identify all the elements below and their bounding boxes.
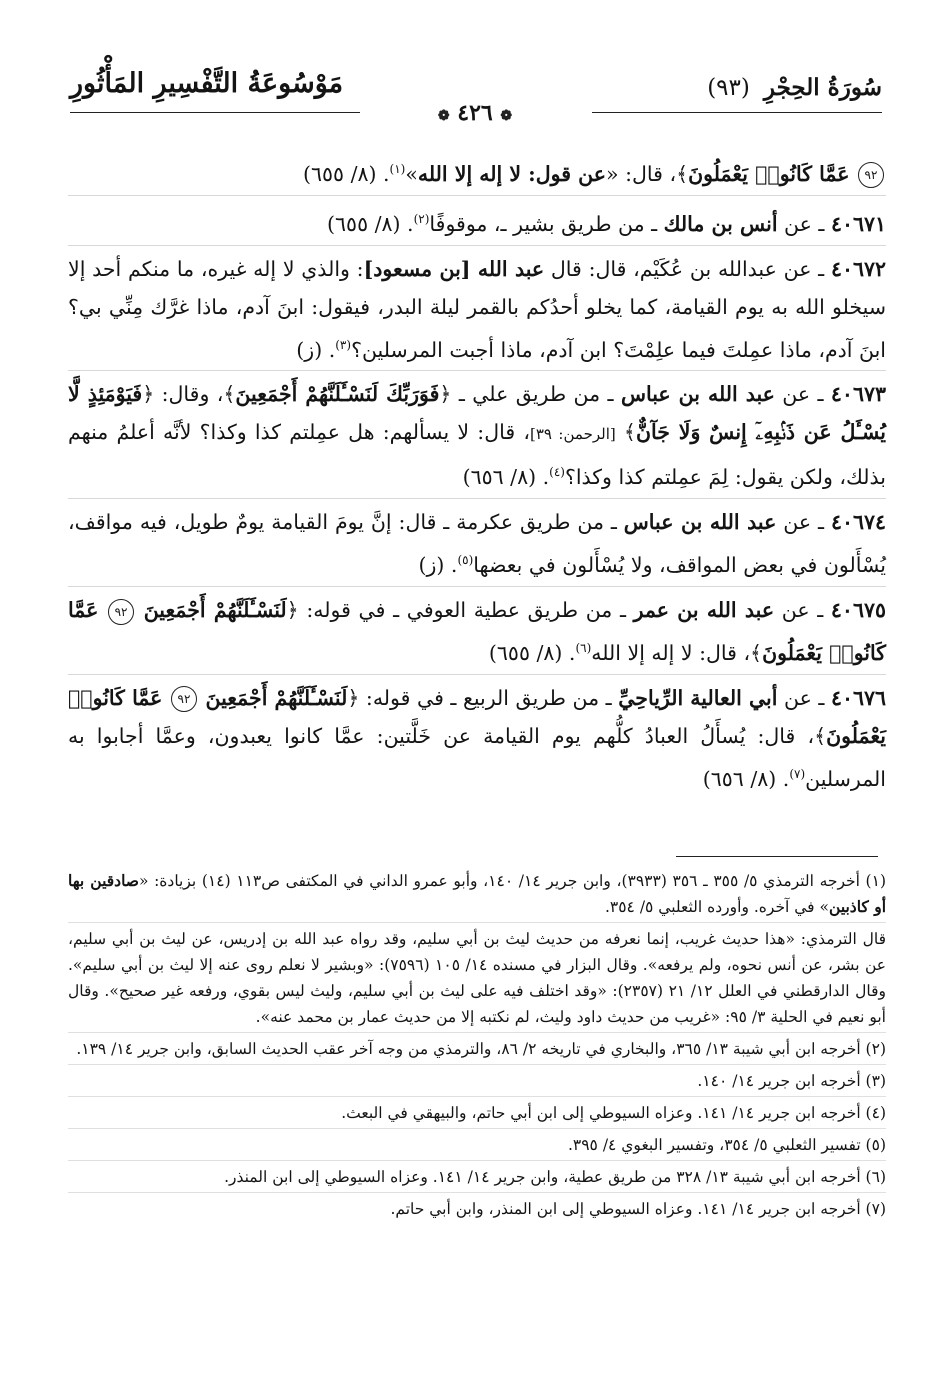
surah-number: (٩٣) <box>707 75 750 101</box>
volume-ref: . (٨/ ٦٥٦) <box>702 766 790 791</box>
footnote-2: (٢) أخرجه ابن أبي شيبة ١٣/ ٣٦٥، والبخاري في تاريخه ٢/ ٨٦، والترمذي من وجه آخر عقب الحديث السابق، وابن جرير ١٤/ ١٣٩. <box>68 1036 886 1065</box>
entry-text: » <box>405 161 418 186</box>
footnotes <box>68 868 886 1227</box>
footnote-marker[interactable]: (٤) <box>549 465 565 480</box>
footnote-separator <box>676 856 878 857</box>
page-number-text: ٤٢٦ <box>457 100 493 126</box>
ornament-icon: ❁ <box>437 108 450 124</box>
narrator-name: أبي العالية الرِّياحِيِّ <box>618 685 778 710</box>
entry-text: ـ من طريق علي ـ ﴿ <box>439 382 621 407</box>
footnote-marker[interactable]: (١) <box>389 162 406 176</box>
entry-number: ٤٠٦٧٤ <box>830 510 886 535</box>
page-header <box>70 68 882 126</box>
entry-text: : والذي لا إله غيره، ما منكم أحد إلا سيخلو الله به يوم القيامة، كما يخلو أحدُكم بالقمر ليلة البدر، فيقول: ابنَ آدم، ماذا غرَّك مِنِّي بي؟ ابنَ آدم، ماذا عمِلتَ فيما علِمْتَ؟ ابن آدم، ماذا أجبت المرسلين؟ <box>68 256 886 362</box>
surah-title: سُورَةُ الحِجْرِ <box>763 74 882 101</box>
footnote-7: (٧) أخرجه ابن جرير ١٤/ ١٤١. وعزاه السيوطي إلى ابن المنذر، وابن أبي حاتم. <box>390 1200 886 1218</box>
entry-text: ، قال: لا يسألهم: هل عمِلتم كذا وكذا؟ لأنَّه أعلمُ منهم بذلك، ولكن يقول: لِمَ عمِلتم كذا وكذا؟ <box>68 420 886 490</box>
footnote-3: (٣) أخرجه ابن جرير ١٤/ ١٤٠. <box>68 1068 886 1097</box>
footnote-marker[interactable]: (٢) <box>413 211 430 226</box>
quran-quote: لَنَسْـَٔلَنَّهُمْ أَجْمَعِينَ <box>205 685 348 710</box>
footnote-marker[interactable]: (٥) <box>457 553 474 568</box>
verse-number-icon: ٩٢ <box>108 599 134 625</box>
footnote-6: (٦) أخرجه ابن أبي شيبة ١٣/ ٣٢٨ من طريق عطية، وابن جرير ١٤/ ١٤١. وعزاه السيوطي إلى ابن المنذر. <box>68 1164 886 1193</box>
entry-text: ـ من طريق عكرمة ـ قال: إنَّ يومَ القيامة يومٌ طويل، فيه مواقف، يُسْأَلون في بعض المواقف، ولا يُسْأَلون في بعضها <box>68 510 886 578</box>
entry-text: ﴾ <box>615 420 636 445</box>
main-text <box>68 150 886 804</box>
narrator-name: عبد الله بن عمر <box>633 598 775 623</box>
volume-ref: . (ز) <box>296 337 336 362</box>
page-number <box>400 100 550 126</box>
footnote-4: (٤) أخرجه ابن جرير ١٤/ ١٤١. وعزاه السيوطي إلى ابن أبي حاتم، والبيهقي في البعث. <box>68 1100 886 1129</box>
entry-40671: ٤٠٦٧١ ـ عن أنس بن مالك ـ من طريق بشير ـ، موقوفًا$^{(٢)}$. (٨/ ٦٥٥) <box>68 200 886 246</box>
entry-text: ﴾، قال: لا إله إلا الله <box>591 640 763 665</box>
volume-ref: . (٨/ ٦٥٦) <box>462 465 550 490</box>
footnote-text: (١) أخرجه الترمذي ٥/ ٣٥٥ ـ ٣٥٦ (٣٩٣٣)، وابن جرير ١٤/ ١٤٠، وأبو عمرو الداني في المكتفى ص١١٣ (١٤) بزيادة: « <box>138 872 886 890</box>
quote-bracket-icon: ﴾ <box>676 161 689 186</box>
footnote-1 <box>68 868 886 923</box>
footnote-1-commentary: قال الترمذي: «هذا حديث غريب، إنما نعرفه من حديث ليث بن أبي سليم، وقد رواه عبد الله بن إدريس، عن ليث بن أبي سليم، عن بشر، عن أنس نحوه، ولم يرفعه». وقال البزار في مسنده ١٤/ ١٠٥ (٧٥٩٦): «وبشير لا نعلم روى عنه إلا ليث بن أبي سليم». وقال الدارقطني في العلل ١٢/ ٢١ (٢٣٥٧): «وقد اختلف فيه على ليث بن أبي سليم، وليث ليس بقوي، ورفعه غير صحيح». وقال أبو نعيم في الحلية ٣/ ٩٥: «غريب من حديث داود وليث، لم نكتبه إلا من حديث عمار بن محمد عنه». <box>68 926 886 1033</box>
bold-phrase: عن قول: لا إله إلا الله <box>417 161 607 186</box>
book-title: مَوْسُوعَةُ التَّفْسِيرِ المَأْثُورِ <box>70 68 344 99</box>
entry-text: ﴾، وقال: ﴿ <box>142 382 236 407</box>
entry-40676: ٤٠٦٧٦ ـ عن أبي العالية الرِّياحِيِّ ـ من طريق الربيع ـ في قوله: ﴿لَنَسْـَٔلَنَّهُمْ أَجْمَعِينَ ٩٢ عَمَّا كَانُوا۟ يَعْمَلُونَ﴾، قال: يُسأَلُ العبادُ كلُّهم يوم القيامة عن خَلَّتين: عمَّا كانوا يعبدون، وعمَّا أجابوا به المرسلين$^{(٧)}$. (٨/ ٦٥٦) <box>68 685 886 791</box>
volume-ref: . (٨/ ٦٥٥) <box>303 161 390 186</box>
narrator-name: عبد الله بن عباس <box>623 510 777 535</box>
entry-number: ٤٠٦٧٥ <box>830 598 886 623</box>
entry-number: ٤٠٦٧٦ <box>830 685 886 710</box>
footnote-bold: صادقين بها أو كاذبين <box>68 871 886 916</box>
footnote-marker[interactable]: (٣) <box>335 337 352 352</box>
verse-number-icon: ٩٢ <box>171 686 197 712</box>
quran-quote: عَمَّا كَانُوا۟ يَعْمَلُونَ <box>68 685 886 748</box>
narrator-name: عبد الله بن عباس <box>620 382 775 407</box>
volume-ref: . (٨/ ٦٥٥) <box>327 211 414 236</box>
volume-ref: . (ز) <box>418 553 458 578</box>
narrator-name: عبد الله [بن مسعود] <box>363 256 545 281</box>
footnote-text: » في آخره. وأورده الثعلبي ٥/ ٣٥٤. <box>604 898 830 916</box>
entry-number: ٤٠٦٧١ <box>830 211 886 236</box>
narrator-name: أنس بن مالك <box>663 211 778 236</box>
entry-text: ـ من طريق عطية العوفي ـ في قوله: ﴿ <box>286 598 634 623</box>
ornament-icon: ❁ <box>500 108 513 124</box>
footnote-marker[interactable]: (٦) <box>575 641 592 656</box>
header-rule-left <box>70 112 360 113</box>
footnote-5: (٥) تفسير الثعلبي ٥/ ٣٥٤، وتفسير البغوي ٤/ ٣٩٥. <box>68 1132 886 1161</box>
entry-40672: ٤٠٦٧٢ ـ عن عبدالله بن عُكَيْم، قال: قال عبد الله [بن مسعود]: والذي لا إله غيره، ما منكم أحد إلا سيخلو الله به يوم القيامة، كما يخلو أحدُكم بالقمر ليلة البدر، فيقول: ابنَ آدم، ماذا غرَّك مِنِّي بي؟ ابنَ آدم، ماذا عمِلتَ فيما علِمْتَ؟ ابن آدم، ماذا أجبت المرسلين؟$^{(٣)}$. (ز) <box>68 250 886 372</box>
verse-number-icon: ٩٢ <box>858 162 884 188</box>
entry-text: ﴾، قال: يُسأَلُ العبادُ كلُّهم يوم القيامة عن خَلَّتين: عمَّا كانوا يعبدون، وعمَّا أجابوا به المرسلين <box>68 723 886 791</box>
quran-quote: لَنَسْـَٔلَنَّهُمْ أَجْمَعِينَ <box>143 598 287 623</box>
header-rule-right <box>592 112 882 113</box>
quran-quote: عَمَّا كَانُوا۟ يَعْمَلُونَ <box>68 598 886 665</box>
entry-40673: ٤٠٦٧٣ ـ عن عبد الله بن عباس ـ من طريق علي ـ ﴿فَوَرَبِّكَ لَنَسْـَٔلَنَّهُمْ أَجْمَعِينَ﴾، وقال: ﴿فَيَوْمَئِذٍ لَّا يُسْـَٔلُ عَن ذَنۢبِهِۦٓ إِنسٌ وَلَا جَآنٌّ﴾ [الرحمن: ٣٩]، قال: لا يسألهم: هل عمِلتم كذا وكذا؟ لأنَّه أعلمُ منهم بذلك، ولكن يقول: لِمَ عمِلتم كذا وكذا؟$^{(٤)}$. (٨/ ٦٥٦) <box>68 375 886 499</box>
volume-ref: . (٨/ ٦٥٥) <box>488 640 576 665</box>
entry-text: ـ من طريق الربيع ـ في قوله: ﴿ <box>347 685 619 710</box>
footnote-marker[interactable]: (٧) <box>789 766 806 781</box>
surah-heading <box>707 74 882 101</box>
quran-quote: عَمَّا كَانُوا۟ يَعْمَلُونَ <box>688 161 850 186</box>
entry-40675: ٤٠٦٧٥ ـ عن عبد الله بن عمر ـ من طريق عطية العوفي ـ في قوله: ﴿لَنَسْـَٔلَنَّهُمْ أَجْمَعِينَ ٩٢ عَمَّا كَانُوا۟ يَعْمَلُونَ﴾، قال: لا إله إلا الله$^{(٦)}$. (٨/ ٦٥٥) <box>68 591 886 675</box>
entry-text: ، قال: « <box>606 161 677 186</box>
entry-number: ٤٠٦٧٢ <box>830 256 886 281</box>
entry-text: ـ من طريق بشير ـ، موقوفًا <box>429 211 664 236</box>
entry-verse-92 <box>68 150 886 196</box>
quran-quote: فَيَوْمَئِذٍ لَّا يُسْـَٔلُ عَن ذَنۢبِهِۦٓ إِنسٌ وَلَا جَآنٌّ <box>68 382 886 445</box>
quran-citation: [الرحمن: ٣٩] <box>529 425 616 444</box>
entry-number: ٤٠٦٧٣ <box>830 382 886 407</box>
quran-quote: فَوَرَبِّكَ لَنَسْـَٔلَنَّهُمْ أَجْمَعِينَ <box>235 382 440 407</box>
entry-40674: ٤٠٦٧٤ ـ عن عبد الله بن عباس ـ من طريق عكرمة ـ قال: إنَّ يومَ القيامة يومٌ طويل، فيه مواقف، يُسْأَلون في بعض المواقف، ولا يُسْأَلون في بعضها$^{(٥)}$. (ز) <box>68 503 886 587</box>
entry-text: عن عبدالله بن عُكَيْم، قال: قال <box>544 256 812 281</box>
